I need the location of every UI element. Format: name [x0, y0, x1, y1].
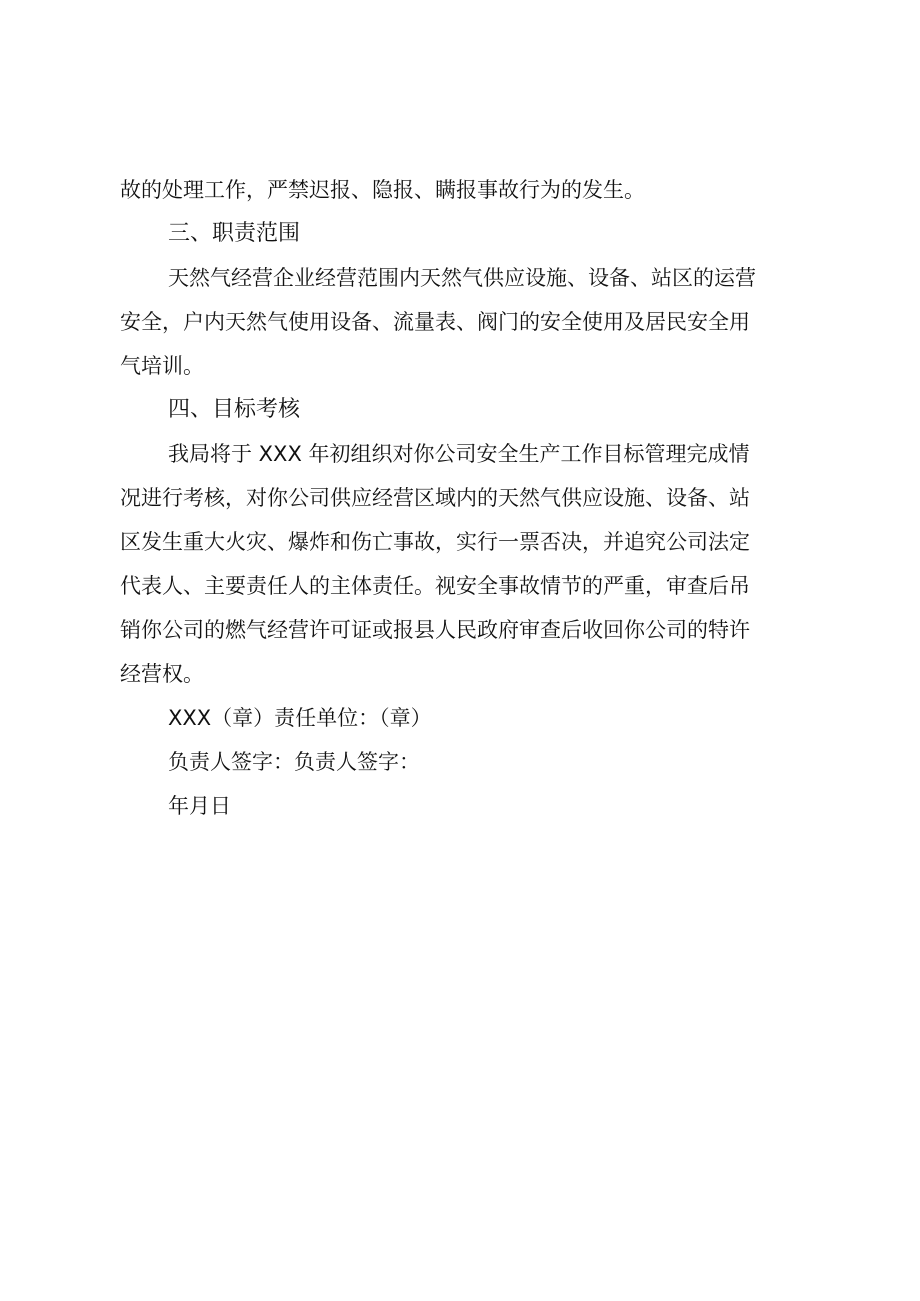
paragraph-line: 天然气经营企业经营范围内天然气供应设施、设备、站区的运营	[168, 266, 756, 290]
signoff-signatures: 负责人签字：负责人签字：	[168, 750, 420, 774]
section-heading-target-assessment: 四、目标考核	[168, 397, 301, 422]
paragraph-line: 我局将于 XXX 年初组织对你公司安全生产工作目标管理完成情	[168, 442, 750, 466]
section-paragraph-target-assessment	[120, 432, 812, 696]
section-heading-responsibility-scope: 三、职责范围	[168, 221, 301, 246]
paragraph-line: 况进行考核，对你公司供应经营区域内的天然气供应设施、设备、站	[120, 486, 750, 510]
paragraph-line: 代表人、主要责任人的主体责任。视安全事故情节的严重，审查后吊	[120, 574, 750, 598]
signoff-date: 年月日	[168, 794, 231, 818]
paragraph-line: 销你公司的燃气经营许可证或报县人民政府审查后收回你公司的特许	[120, 618, 750, 642]
continuation-paragraph	[120, 168, 812, 212]
document-body	[120, 168, 812, 828]
paragraph-line: 气培训。	[120, 354, 204, 378]
paragraph-line: 故的处理工作，严禁迟报、隐报、瞒报事故行为的发生。	[120, 178, 645, 202]
paragraph-line: 区发生重大火灾、爆炸和伤亡事故，实行一票否决，并追究公司法定	[120, 530, 750, 554]
paragraph-line: 安全，户内天然气使用设备、流量表、阀门的安全使用及居民安全用	[120, 310, 750, 334]
paragraph-line: 经营权。	[120, 662, 204, 686]
signoff-units: XXX（章）责任单位：（章）	[168, 706, 432, 730]
section-paragraph-responsibility-scope	[120, 256, 812, 388]
